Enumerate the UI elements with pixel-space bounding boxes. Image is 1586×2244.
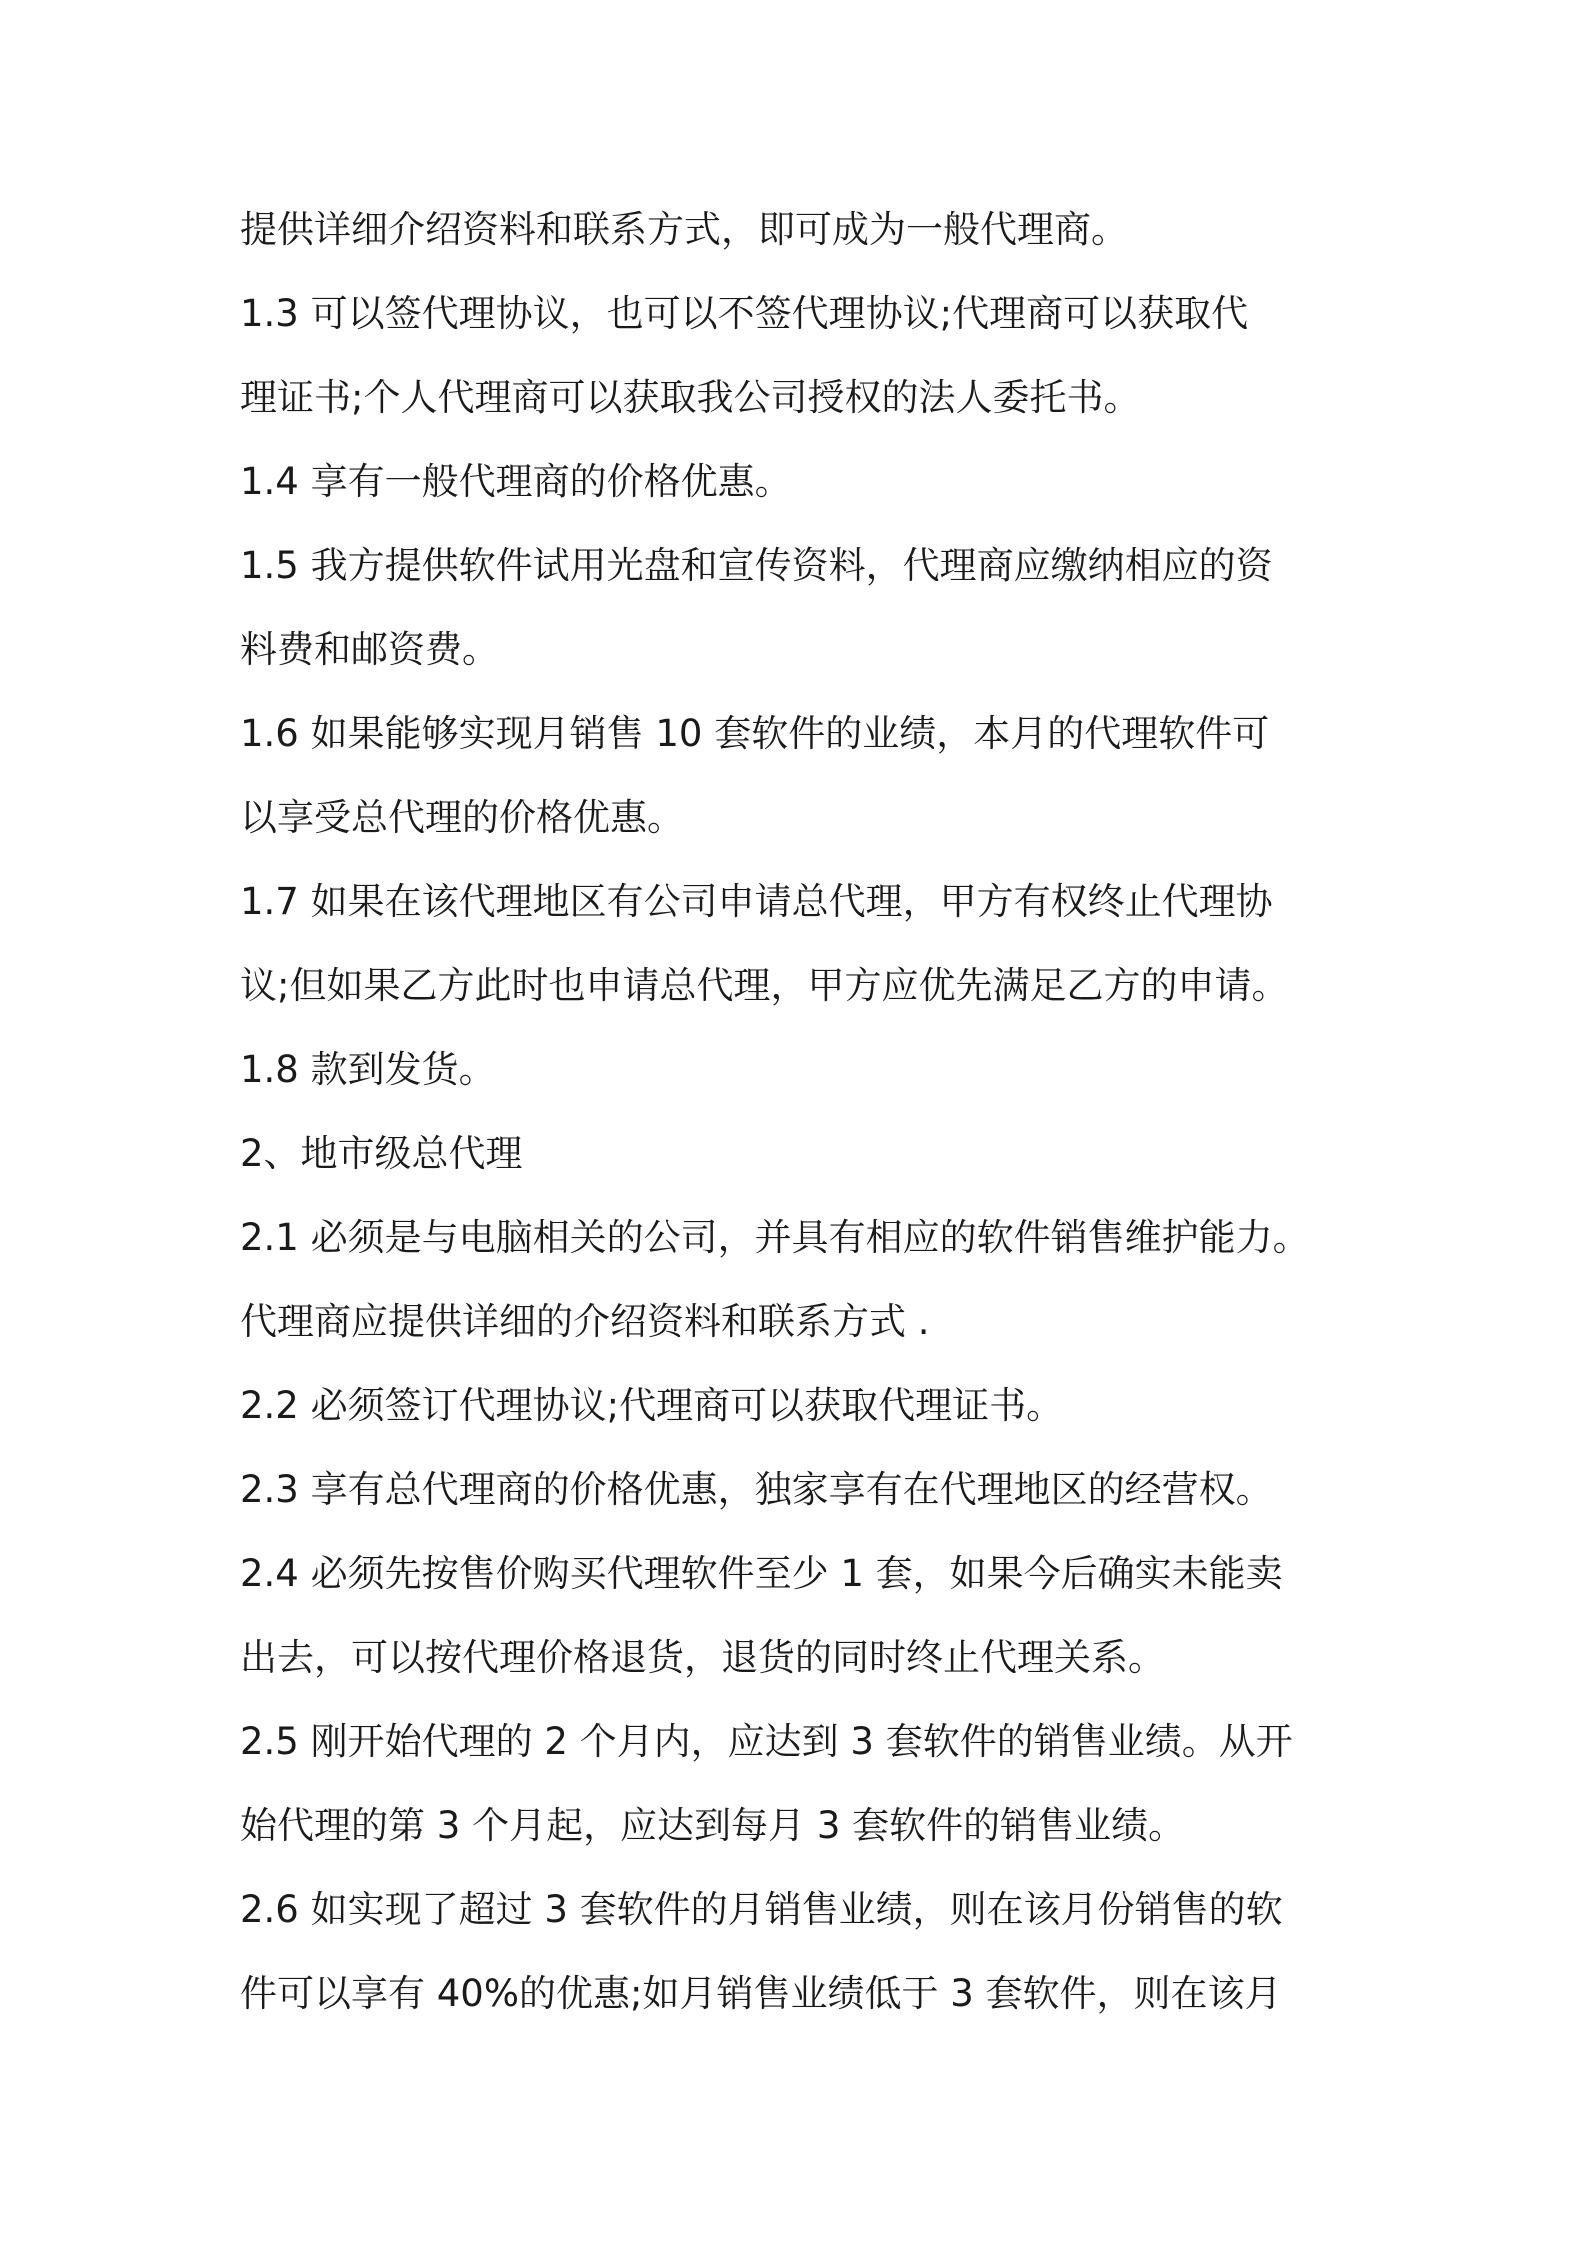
text-line: 2.5 刚开始代理的 2 个月内，应达到 3 套软件的销售业绩。从开	[240, 1720, 1293, 1763]
text-line: 2.3 享有总代理商的价格优惠，独家享有在代理地区的经营权。	[240, 1468, 1273, 1511]
section-heading: 2、地市级总代理	[240, 1132, 523, 1175]
text-line: 提供详细介绍资料和联系方式，即可成为一般代理商。	[240, 208, 1128, 251]
text-line: 1.5 我方提供软件试用光盘和宣传资料，代理商应缴纳相应的资	[240, 544, 1273, 587]
text-line: 1.8 款到发货。	[240, 1048, 496, 1091]
text-line: 出去，可以按代理价格退货，退货的同时终止代理关系。	[240, 1636, 1165, 1679]
document-body	[240, 188, 1380, 2036]
text-line: 理证书;个人代理商可以获取我公司授权的法人委托书。	[240, 376, 1141, 419]
text-line: 以享受总代理的价格优惠。	[240, 796, 684, 839]
text-line: 2.4 必须先按售价购买代理软件至少 1 套，如果今后确实未能卖	[240, 1552, 1283, 1595]
text-line: 1.4 享有一般代理商的价格优惠。	[240, 460, 792, 503]
text-line: 2.6 如实现了超过 3 套软件的月销售业绩，则在该月份销售的软	[240, 1888, 1283, 1931]
text-line: 2.1 必须是与电脑相关的公司，并具有相应的软件销售维护能力。	[240, 1216, 1310, 1259]
text-line: 代理商应提供详细的介绍资料和联系方式 .	[240, 1300, 930, 1343]
text-line: 件可以享有 40%的优惠;如月销售业绩低于 3 套软件，则在该月	[240, 1972, 1282, 2015]
text-line: 1.6 如果能够实现月销售 10 套软件的业绩，本月的代理软件可	[240, 712, 1270, 755]
text-line: 料费和邮资费。	[240, 628, 499, 671]
text-line: 始代理的第 3 个月起，应达到每月 3 套软件的销售业绩。	[240, 1804, 1186, 1847]
text-line: 议;但如果乙方此时也申请总代理，甲方应优先满足乙方的申请。	[240, 964, 1289, 1007]
text-line: 1.3 可以签代理协议，也可以不签代理协议;代理商可以获取代	[240, 292, 1249, 335]
text-line: 2.2 必须签订代理协议;代理商可以获取代理证书。	[240, 1384, 1064, 1427]
text-line: 1.7 如果在该代理地区有公司申请总代理，甲方有权终止代理协	[240, 880, 1273, 923]
